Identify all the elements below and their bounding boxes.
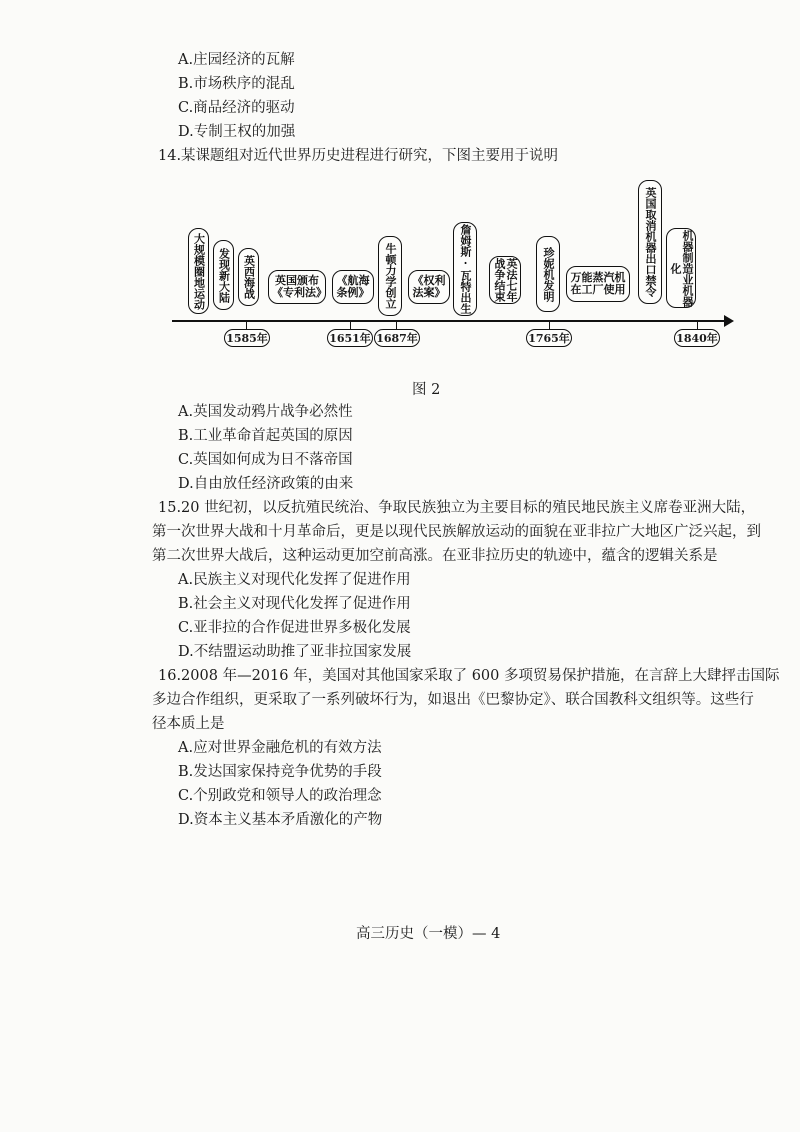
- timeline-year-1687: 1687年: [374, 329, 420, 347]
- timeline-year-1651: 1651年: [327, 329, 373, 347]
- timeline-event-machine-industry: 机器制造业机器化: [666, 228, 696, 308]
- timeline-event-enclosure: 大规模圈地运动: [188, 228, 209, 314]
- q16-option-c: C.个别政党和领导人的政治理念: [178, 788, 382, 804]
- q13-option-c: C.商品经济的驱动: [178, 100, 295, 116]
- timeline-arrow-icon: [724, 315, 734, 327]
- timeline-event-new-world: 发现新大陆: [213, 240, 234, 310]
- timeline-event-seven-years-war: 英法七年战争结束: [489, 256, 521, 304]
- q16-stem-line-3: 径本质上是: [152, 716, 225, 732]
- q13-option-d: D.专制王权的加强: [178, 124, 296, 140]
- page-footer: 高三历史（一模）— 4: [356, 926, 501, 942]
- timeline-event-patent-law: 英国颁布《专利法》: [268, 270, 326, 304]
- timeline-event-naval-battle: 英西海战: [238, 248, 259, 306]
- q13-option-b: B.市场秩序的混乱: [178, 76, 295, 92]
- q15-stem-line-1: 15.20 世纪初，以反抗殖民统治、争取民族独立为主要目标的殖民地民族主义席卷亚洲大陆，: [158, 500, 756, 516]
- q15-option-b: B.社会主义对现代化发挥了促进作用: [178, 596, 411, 612]
- timeline-event-spinning-jenny: 珍妮机发明: [536, 236, 560, 312]
- q13-option-a: A.庄园经济的瓦解: [178, 52, 295, 68]
- timeline-year-1765: 1765年: [526, 329, 572, 347]
- q16-stem-line-2: 多边合作组织，更采取了一系列破坏行为，如退出《巴黎协定》、联合国教科文组织等。这些行: [152, 692, 754, 708]
- timeline-event-bill-of-rights: 《权利法案》: [408, 270, 450, 304]
- q16-option-d: D.资本主义基本矛盾激化的产物: [178, 812, 383, 828]
- q15-option-a: A.民族主义对现代化发挥了促进作用: [178, 572, 411, 588]
- timeline-axis: [172, 320, 728, 322]
- q15-stem-line-2: 第一次世界大战和十月革命后，更是以现代民族解放运动的面貌在亚非拉广大地区广泛兴起，到: [152, 524, 761, 540]
- q14-stem: 14.某课题组对近代世界历史进程进行研究，下图主要用于说明: [158, 148, 559, 164]
- q16-option-a: A.应对世界金融危机的有效方法: [178, 740, 382, 756]
- timeline-event-steam-engine: 万能蒸汽机在工厂使用: [566, 266, 630, 302]
- q16-stem-line-1: 16.2008 年—2016 年，美国对其他国家采取了 600 多项贸易保护措施，在言辞上大肆抨击国际: [158, 668, 780, 684]
- q16-option-b: B.发达国家保持竞争优势的手段: [178, 764, 382, 780]
- timeline-year-1840: 1840年: [674, 329, 720, 347]
- timeline-year-1585: 1585年: [224, 329, 270, 347]
- timeline-event-watt-birth: 詹姆斯·瓦特出生: [453, 222, 477, 316]
- q15-option-c: C.亚非拉的合作促进世界多极化发展: [178, 620, 411, 636]
- q14-option-d: D.自由放任经济政策的由来: [178, 476, 354, 492]
- timeline-event-newton-mechanics: 牛顿力学创立: [378, 236, 402, 316]
- q15-stem-line-3: 第二次世界大战后，这种运动更加空前高涨。在亚非拉历史的轨迹中，蕴含的逻辑关系是: [152, 548, 718, 564]
- timeline-event-navigation-act: 《航海条例》: [332, 270, 374, 304]
- timeline-event-export-ban-lifted: 英国取消机器出口禁令: [638, 180, 662, 304]
- q14-option-a: A.英国发动鸦片战争必然性: [178, 404, 353, 420]
- q15-option-d: D.不结盟运动助推了亚非拉国家发展: [178, 644, 412, 660]
- q14-option-b: B.工业革命首起英国的原因: [178, 428, 353, 444]
- figure-caption: 图 2: [412, 382, 441, 398]
- q14-option-c: C.英国如何成为日不落帝国: [178, 452, 353, 468]
